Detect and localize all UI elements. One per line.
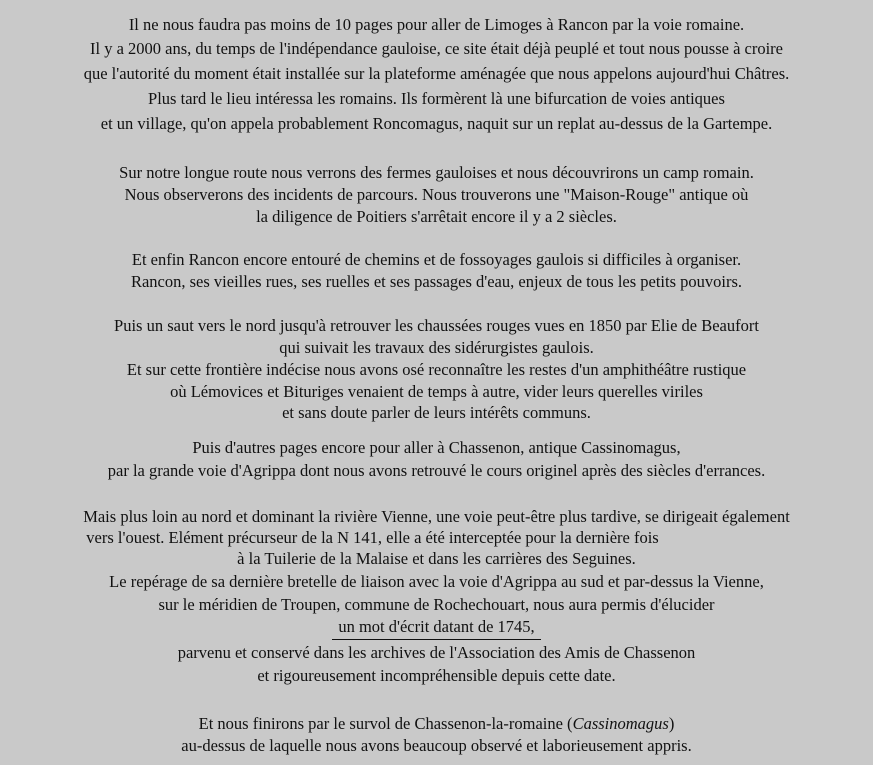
text-line: et sans doute parler de leurs intérêts communs. — [282, 403, 591, 422]
underlined-text-line — [0, 616, 873, 640]
text-line — [0, 713, 873, 735]
text-line: Nous observerons des incidents de parcours. Nous trouverons une "Maison-Rouge" antique où — [124, 185, 749, 204]
text-line: par la grande voie d'Agrippa dont nous avons retrouvé le cours originel après des siècles d'errances. — [107, 461, 766, 480]
text-line: Puis d'autres pages encore pour aller à Chassenon, antique Cassinomagus, — [192, 438, 681, 457]
text-line: Mais plus loin au nord et dominant la rivière Vienne, une voie peut-être plus tardive, se dirigeait également — [83, 507, 790, 526]
text-line: Rancon, ses vieilles rues, ses ruelles et ses passages d'eau, enjeux de tous les petits pouvoirs. — [130, 272, 743, 291]
text-line: Le repérage de sa dernière bretelle de liaison avec la voie d'Agrippa au sud et par-dessus la Vienne, — [109, 572, 764, 591]
text-line: Puis un saut vers le nord jusqu'à retrouver les chaussées rouges vues en 1850 par Elie de Beaufort — [114, 316, 759, 335]
text-line: Sur notre longue route nous verrons des fermes gauloises et nous découvrirons un camp romain. — [119, 163, 754, 182]
text-line: à la Tuilerie de la Malaise et dans les carrières des Seguines. — [237, 549, 636, 568]
italic-text-segment: Cassinomagus — [572, 714, 669, 733]
text-line: et rigoureusement incompréhensible depuis cette date. — [257, 666, 616, 685]
text-line: Il y a 2000 ans, du temps de l'indépendance gauloise, ce site était déjà peuplé et tout nous pousse à croire — [89, 39, 783, 58]
text-line: vers l'ouest. Elément précurseur de la N 141, elle a été interceptée pour la dernière fois — [86, 528, 659, 547]
text-line: Plus tard le lieu intéressa les romains. Ils formèrent là une bifurcation de voies antiques — [148, 89, 725, 108]
text-line: Et sur cette frontière indécise nous avons osé reconnaître les restes d'un amphithéâtre rustique — [126, 360, 747, 379]
text-line: sur le méridien de Troupen, commune de Rochechouart, nous aura permis d'élucider — [158, 595, 715, 614]
text-segment: Et nous finirons par le survol de Chassenon-la-romaine ( — [198, 714, 573, 733]
text-line: parvenu et conservé dans les archives de l'Association des Amis de Chassenon — [177, 643, 696, 662]
underlined-phrase: un mot d'écrit datant de 1745, — [332, 616, 540, 640]
text-line: et un village, qu'on appela probablement Roncomagus, naquit sur un replat au-dessus de la Gartempe. — [100, 114, 773, 133]
text-line: que l'autorité du moment était installée sur la plateforme aménagée que nous appelons aujourd'hui Châtres. — [83, 64, 790, 83]
text-line: au-dessus de laquelle nous avons beaucoup observé et laborieusement appris. — [181, 736, 692, 755]
text-line: qui suivait les travaux des sidérurgistes gaulois. — [279, 338, 594, 357]
text-segment: ) — [668, 714, 675, 733]
text-line: la diligence de Poitiers s'arrêtait encore il y a 2 siècles. — [256, 207, 617, 226]
text-line: où Lémovices et Bituriges venaient de temps à autre, vider leurs querelles viriles — [170, 382, 703, 401]
text-line: Et enfin Rancon encore entouré de chemins et de fossoyages gaulois si difficiles à organiser. — [131, 250, 742, 269]
text-line: Il ne nous faudra pas moins de 10 pages pour aller de Limoges à Rancon par la voie romaine. — [128, 15, 745, 34]
